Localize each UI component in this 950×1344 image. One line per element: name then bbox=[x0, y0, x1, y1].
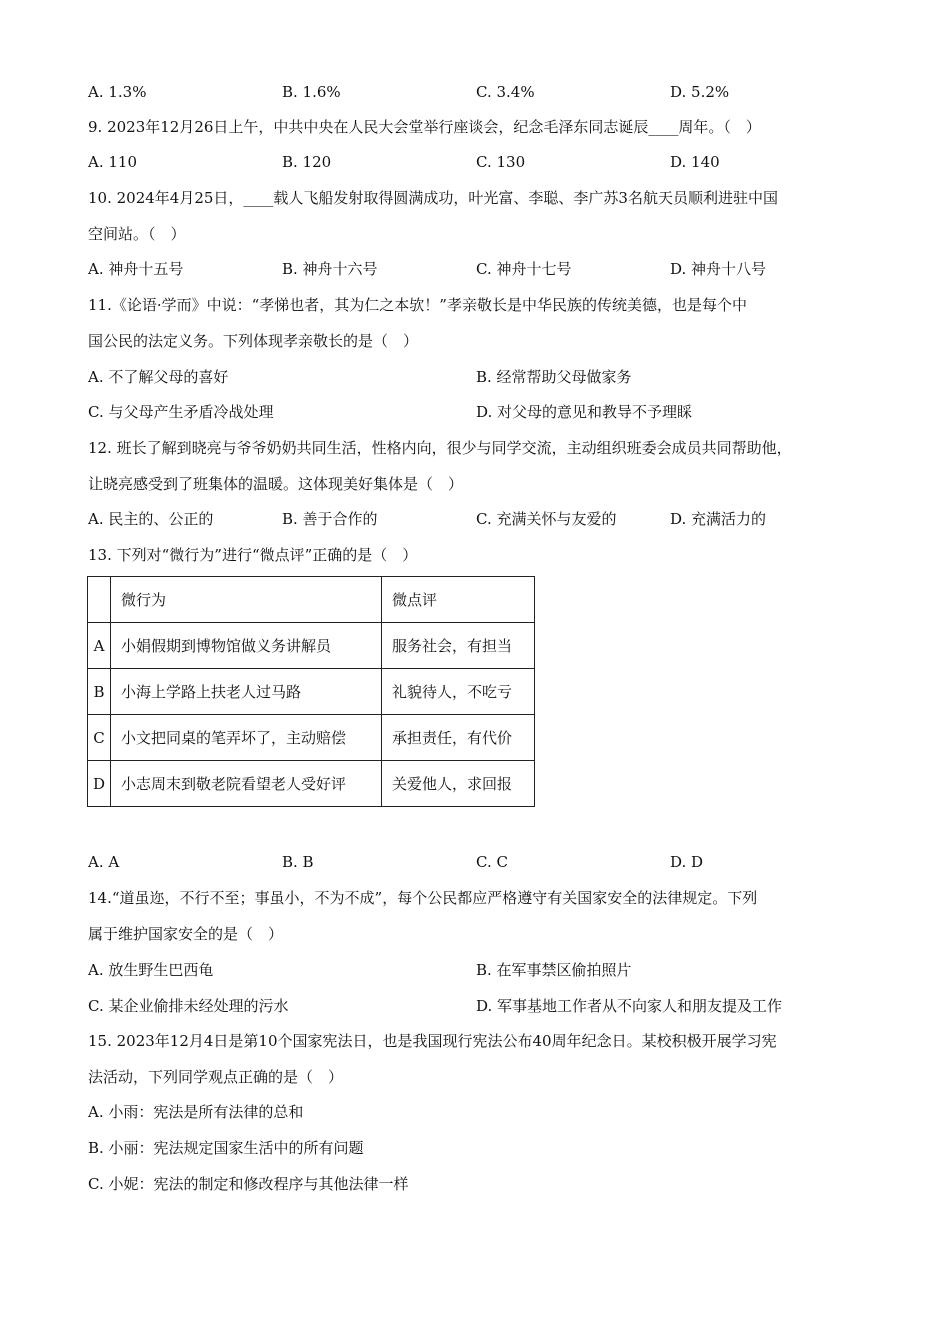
table-row bbox=[88, 715, 535, 761]
q13-option-b: B. B bbox=[282, 853, 314, 871]
q11-stem-line2: 国公民的法定义务。下列体现孝亲敬长的是（ ） bbox=[88, 332, 419, 350]
q15-stem-line2: 法活动，下列同学观点正确的是（ ） bbox=[88, 1068, 344, 1086]
q10-option-d: D. 神舟十八号 bbox=[670, 260, 767, 278]
q14-option-a: A. 放生野生巴西龟 bbox=[88, 961, 214, 979]
table-cell-key: D bbox=[88, 761, 111, 807]
q11-option-c: C. 与父母产生矛盾冷战处理 bbox=[88, 403, 274, 421]
q10-option-a: A. 神舟十五号 bbox=[88, 260, 184, 278]
table-header-row bbox=[88, 577, 535, 623]
q8-option-a: A. 1.3% bbox=[88, 83, 147, 101]
q9-option-c: C. 130 bbox=[476, 153, 526, 171]
table-cell-comment: 服务社会，有担当 bbox=[382, 623, 535, 669]
q11-option-b: B. 经常帮助父母做家务 bbox=[476, 368, 632, 386]
q14-option-d: D. 军事基地工作者从不向家人和朋友提及工作 bbox=[476, 997, 783, 1015]
q8-option-c: C. 3.4% bbox=[476, 83, 535, 101]
q14-stem-line2: 属于维护国家安全的是（ ） bbox=[88, 925, 284, 943]
q11-stem-line1: 11.《论语·学而》中说：“孝悌也者，其为仁之本欤！”孝亲敬长是中华民族的传统美德，也是每个中 bbox=[88, 296, 747, 314]
table-header-cell bbox=[88, 577, 111, 623]
table-cell-behavior: 小文把同桌的笔弄坏了，主动赔偿 bbox=[111, 715, 382, 761]
q15-option-c: C. 小妮：宪法的制定和修改程序与其他法律一样 bbox=[88, 1175, 409, 1193]
table-row bbox=[88, 669, 535, 715]
q13-table bbox=[87, 576, 535, 807]
q10-stem-line1: 10. 2024年4月25日，____载人飞船发射取得圆满成功，叶光富、李聪、李广苏3名航天员顺利进驻中国 bbox=[88, 189, 778, 207]
q9-option-a: A. 110 bbox=[88, 153, 137, 171]
table-cell-comment: 礼貌待人，不吃亏 bbox=[382, 669, 535, 715]
table-row bbox=[88, 761, 535, 807]
q15-option-b: B. 小丽：宪法规定国家生活中的所有问题 bbox=[88, 1139, 364, 1157]
q9-option-d: D. 140 bbox=[670, 153, 720, 171]
q15-stem-line1: 15. 2023年12月4日是第10个国家宪法日，也是我国现行宪法公布40周年纪念日。某校积极开展学习宪 bbox=[88, 1032, 777, 1050]
q12-option-c: C. 充满关怀与友爱的 bbox=[476, 510, 617, 528]
table-cell-comment: 关爱他人，求回报 bbox=[382, 761, 535, 807]
q11-option-d: D. 对父母的意见和教导不予理睬 bbox=[476, 403, 693, 421]
table-cell-comment: 承担责任，有代价 bbox=[382, 715, 535, 761]
q14-option-c: C. 某企业偷排未经处理的污水 bbox=[88, 997, 289, 1015]
table-cell-behavior: 小娟假期到博物馆做义务讲解员 bbox=[111, 623, 382, 669]
q14-option-b: B. 在军事禁区偷拍照片 bbox=[476, 961, 632, 979]
q13-option-a: A. A bbox=[88, 853, 120, 871]
table-cell-key: B bbox=[88, 669, 111, 715]
q9-option-b: B. 120 bbox=[282, 153, 332, 171]
table-cell-key: A bbox=[88, 623, 111, 669]
q12-stem-line2: 让晓亮感受到了班集体的温暖。这体现美好集体是（ ） bbox=[88, 475, 464, 493]
q12-option-b: B. 善于合作的 bbox=[282, 510, 378, 528]
table-cell-key: C bbox=[88, 715, 111, 761]
q11-option-a: A. 不了解父母的喜好 bbox=[88, 368, 229, 386]
table-header-cell: 微行为 bbox=[111, 577, 382, 623]
q10-option-c: C. 神舟十七号 bbox=[476, 260, 572, 278]
q9-stem: 9. 2023年12月26日上午，中共中央在人民大会堂举行座谈会，纪念毛泽东同志诞辰____周年。（ ） bbox=[88, 118, 761, 136]
q12-stem-line1: 12. 班长了解到晓亮与爷爷奶奶共同生活，性格内向，很少与同学交流，主动组织班委会成员共同帮助他， bbox=[88, 439, 792, 457]
table-cell-behavior: 小志周末到敬老院看望老人受好评 bbox=[111, 761, 382, 807]
table-cell-behavior: 小海上学路上扶老人过马路 bbox=[111, 669, 382, 715]
table-header-cell: 微点评 bbox=[382, 577, 535, 623]
q13-option-c: C. C bbox=[476, 853, 508, 871]
q12-option-d: D. 充满活力的 bbox=[670, 510, 767, 528]
q14-stem-line1: 14.“道虽迩，不行不至；事虽小，不为不成”，每个公民都应严格遵守有关国家安全的法律规定。下列 bbox=[88, 889, 758, 907]
q12-option-a: A. 民主的、公正的 bbox=[88, 510, 214, 528]
q15-option-a: A. 小雨：宪法是所有法律的总和 bbox=[88, 1103, 304, 1121]
q10-stem-line2: 空间站。（ ） bbox=[88, 225, 186, 243]
q13-stem: 13. 下列对“微行为”进行“微点评”正确的是（ ） bbox=[88, 546, 418, 564]
q10-option-b: B. 神舟十六号 bbox=[282, 260, 378, 278]
table-row bbox=[88, 623, 535, 669]
q8-option-b: B. 1.6% bbox=[282, 83, 341, 101]
q13-option-d: D. D bbox=[670, 853, 704, 871]
q8-option-d: D. 5.2% bbox=[670, 83, 730, 101]
